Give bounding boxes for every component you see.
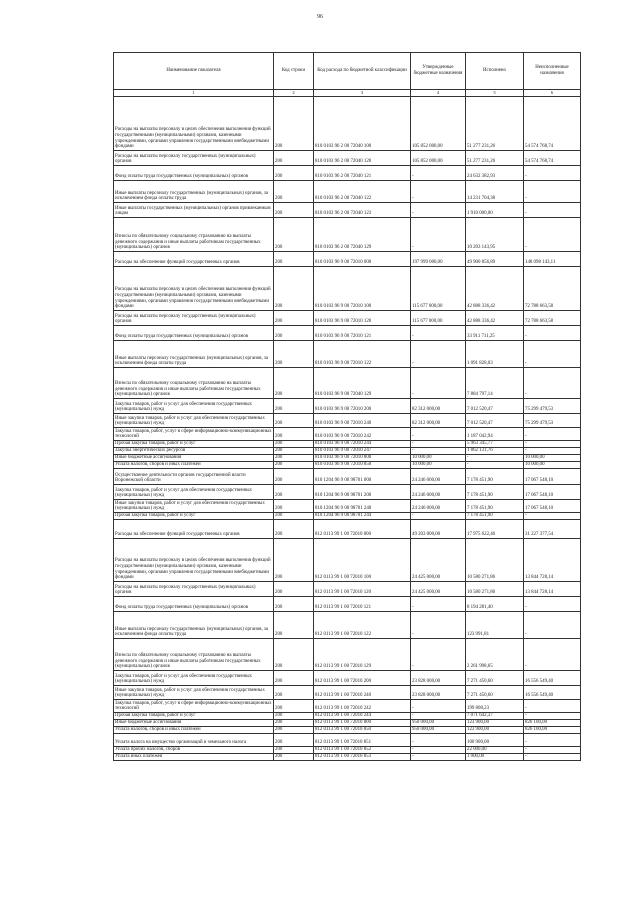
row-executed: 7 178 451,90 xyxy=(466,485,524,500)
row-unexecuted: - xyxy=(524,700,581,713)
row-name: Расходы на выплаты персоналу в целях обеспечения выполнения функций государственными (муниципальными) органами, казенными учреждениями, органами управления государственными внебюджетными фондами xyxy=(114,267,274,311)
row-approved: - xyxy=(411,341,466,368)
table-row xyxy=(114,469,581,485)
row-unexecuted: - xyxy=(524,218,581,252)
row-executed: 123 991,81 xyxy=(466,612,524,639)
table-row xyxy=(114,448,581,455)
row-name: Прочая закупка товаров, работ и услуг xyxy=(114,713,274,720)
row-executed: 100 900,00 xyxy=(466,734,524,747)
row-kbk: 810 0103 96 9 00 72010 240 xyxy=(314,414,411,428)
row-approved: 950 000,00 xyxy=(411,720,466,727)
row-kbk: 812 0113 99 1 00 72010 851 xyxy=(314,734,411,747)
table-row xyxy=(114,700,581,713)
table-row xyxy=(114,734,581,747)
row-kbk: 810 0103 96 9 00 72010 120 xyxy=(314,311,411,326)
table-row xyxy=(114,639,581,671)
row-unexecuted: 16 556 549,40 xyxy=(524,686,581,700)
row-line-code: 200 xyxy=(274,597,314,612)
table-row xyxy=(114,267,581,311)
row-line-code: 200 xyxy=(274,441,314,448)
row-kbk: 812 0113 99 1 00 72010 121 xyxy=(314,597,411,612)
row-line-code: 200 xyxy=(274,326,314,341)
page-number: 96 xyxy=(317,14,323,20)
row-line-code: 200 xyxy=(274,469,314,485)
row-executed: 1 091 828,03 xyxy=(466,341,524,368)
row-line-code: 200 xyxy=(274,368,314,399)
row-unexecuted: 17 067 548,10 xyxy=(524,500,581,513)
row-executed: 10 580 271,86 xyxy=(466,539,524,582)
row-line-code: 200 xyxy=(274,448,314,455)
row-line-code: 200 xyxy=(274,747,314,754)
row-kbk: 810 0103 96 2 00 72040 121 xyxy=(314,166,411,181)
row-executed: 123 900,00 xyxy=(466,720,524,727)
row-approved: - xyxy=(411,181,466,203)
row-kbk: 810 0103 96 2 00 72040 100 xyxy=(314,97,411,151)
row-kbk: 812 0113 99 1 00 72010 850 xyxy=(314,727,411,734)
row-unexecuted: 54 574 768,74 xyxy=(524,97,581,151)
row-line-code: 200 xyxy=(274,341,314,368)
row-name: Закупка товаров, работ и услуг для обеспечения государственных (муниципальных) нужд xyxy=(114,399,274,414)
row-executed: 7 178 451,90 xyxy=(466,469,524,485)
row-approved: - xyxy=(411,428,466,441)
table-row xyxy=(114,597,581,612)
row-name: Прочая закупка товаров, работ и услуг xyxy=(114,441,274,448)
row-unexecuted: - xyxy=(524,341,581,368)
row-executed: 7 071 642,37 xyxy=(466,713,524,720)
row-executed: 24 632 382,93 xyxy=(466,166,524,181)
table-row xyxy=(114,582,581,597)
row-kbk: 812 0113 99 1 00 72010 122 xyxy=(314,612,411,639)
row-approved: - xyxy=(411,713,466,720)
row-line-code: 200 xyxy=(274,455,314,462)
row-approved: 24 425 000,00 xyxy=(411,582,466,597)
row-unexecuted: - xyxy=(524,448,581,455)
row-line-code: 200 xyxy=(274,311,314,326)
row-unexecuted: 75 299 479,53 xyxy=(524,414,581,428)
col-number: 2 xyxy=(274,90,314,97)
table-row xyxy=(114,166,581,181)
row-line-code: 200 xyxy=(274,462,314,469)
row-name: Прочая закупка товаров, работ и услуг xyxy=(114,513,274,520)
row-line-code: 200 xyxy=(274,151,314,166)
row-approved: 23 828 000,00 xyxy=(411,671,466,686)
row-approved: 105 852 000,00 xyxy=(411,97,466,151)
row-unexecuted: - xyxy=(524,639,581,671)
row-approved: 24 246 000,00 xyxy=(411,485,466,500)
row-unexecuted: 826 100,00 xyxy=(524,727,581,734)
table-row xyxy=(114,520,581,539)
row-line-code: 200 xyxy=(274,399,314,414)
table-row xyxy=(114,399,581,414)
row-executed: 51 277 231,26 xyxy=(466,97,524,151)
row-unexecuted: - xyxy=(524,441,581,448)
row-approved: 24 425 000,00 xyxy=(411,539,466,582)
row-executed: 7 012 520,47 xyxy=(466,399,524,414)
row-executed: 7 178 451,90 xyxy=(466,513,524,520)
row-kbk: 812 0113 99 1 00 72010 240 xyxy=(314,686,411,700)
row-name: Иные выплаты персоналу государственных (муниципальных) органов, за исключением фонда оплаты труда xyxy=(114,612,274,639)
row-kbk: 810 0103 96 9 00 72010 100 xyxy=(314,267,411,311)
row-executed: 33 911 711,25 xyxy=(466,326,524,341)
col-header-unexecuted: Неисполненные назначения xyxy=(524,53,581,90)
col-header-name: Наименование показателя xyxy=(114,53,274,90)
row-kbk: 812 0113 99 1 00 72010 800 xyxy=(314,720,411,727)
row-unexecuted: 13 844 728,14 xyxy=(524,539,581,582)
table-row xyxy=(114,326,581,341)
row-executed: 7 271 450,60 xyxy=(466,686,524,700)
row-line-code: 200 xyxy=(274,500,314,513)
row-unexecuted: 148 098 143,11 xyxy=(524,252,581,267)
row-kbk: 810 1204 96 9 00 98701 240 xyxy=(314,500,411,513)
col-header-line-code: Код строки xyxy=(274,53,314,90)
row-kbk: 810 0103 96 9 00 72010 244 xyxy=(314,441,411,448)
table-row xyxy=(114,671,581,686)
table-row xyxy=(114,252,581,267)
row-kbk: 812 0113 99 1 00 72010 000 xyxy=(314,520,411,539)
row-line-code: 200 xyxy=(274,485,314,500)
row-executed: 7 178 451,90 xyxy=(466,500,524,513)
table-row xyxy=(114,414,581,428)
row-name: Осуществление деятельности органов государственной власти Воронежской области xyxy=(114,469,274,485)
table-row xyxy=(114,713,581,720)
row-executed: 49 900 856,89 xyxy=(466,252,524,267)
column-number-row xyxy=(114,90,581,97)
row-unexecuted: 54 574 768,74 xyxy=(524,151,581,166)
table-row xyxy=(114,181,581,203)
row-unexecuted: - xyxy=(524,747,581,754)
row-line-code: 200 xyxy=(274,252,314,267)
row-unexecuted: - xyxy=(524,513,581,520)
table-row xyxy=(114,727,581,734)
row-approved: 197 999 000,00 xyxy=(411,252,466,267)
row-line-code: 200 xyxy=(274,727,314,734)
row-name: Взносы по обязательному социальному страхованию на выплаты денежного содержания и иные выплаты работникам государственных (муниципальных) органов xyxy=(114,368,274,399)
row-unexecuted: - xyxy=(524,368,581,399)
row-approved: 10 000,00 xyxy=(411,455,466,462)
table-row xyxy=(114,203,581,218)
col-header-approved: Утвержденные бюджетные назначения xyxy=(411,53,466,90)
row-line-code: 200 xyxy=(274,754,314,761)
row-unexecuted: 17 067 548,10 xyxy=(524,469,581,485)
row-name: Иные закупки товаров, работ и услуг для обеспечения государственных (муниципальных) нужд xyxy=(114,686,274,700)
row-name: Закупка энергетических ресурсов xyxy=(114,448,274,455)
row-executed: 7 271 450,60 xyxy=(466,671,524,686)
table-row xyxy=(114,500,581,513)
table-row xyxy=(114,539,581,582)
row-kbk: 810 0103 96 9 00 72010 242 xyxy=(314,428,411,441)
row-unexecuted: - xyxy=(524,428,581,441)
row-executed: 5 963 345,77 xyxy=(466,441,524,448)
row-kbk: 810 0103 96 9 00 72040 129 xyxy=(314,368,411,399)
table-row xyxy=(114,218,581,252)
row-kbk: 810 0103 96 9 00 72010 200 xyxy=(314,399,411,414)
row-approved: 24 246 000,00 xyxy=(411,469,466,485)
row-name: Иные выплаты персоналу государственных (муниципальных) органов, за исключением фонда оплаты труда xyxy=(114,181,274,203)
row-kbk: 810 0103 96 2 00 72040 122 xyxy=(314,181,411,203)
row-approved: - xyxy=(411,441,466,448)
row-approved: 950 000,00 xyxy=(411,727,466,734)
table-row xyxy=(114,441,581,448)
row-executed: 2 261 998,65 xyxy=(466,639,524,671)
row-name: Расходы на обеспечение функций государственных органов xyxy=(114,520,274,539)
row-line-code: 200 xyxy=(274,734,314,747)
row-executed: 42 888 336,42 xyxy=(466,311,524,326)
row-approved: - xyxy=(411,513,466,520)
row-executed: 1 862 131,76 xyxy=(466,448,524,455)
table-row xyxy=(114,311,581,326)
table-row xyxy=(114,513,581,520)
col-number: 3 xyxy=(314,90,411,97)
row-unexecuted: 72 788 663,58 xyxy=(524,311,581,326)
row-approved: - xyxy=(411,734,466,747)
row-line-code: 200 xyxy=(274,203,314,218)
table-row xyxy=(114,341,581,368)
row-unexecuted: 826 100,00 xyxy=(524,720,581,727)
row-line-code: 200 xyxy=(274,720,314,727)
row-approved: - xyxy=(411,218,466,252)
row-line-code: 200 xyxy=(274,520,314,539)
row-unexecuted: 13 844 728,14 xyxy=(524,582,581,597)
row-name: Закупка товаров, работ и услуг для обеспечения государственных (муниципальных) нужд xyxy=(114,671,274,686)
row-line-code: 200 xyxy=(274,181,314,203)
row-approved: 23 828 000,00 xyxy=(411,686,466,700)
row-name: Иные выплаты государственных (муниципальных) органов привлекаемым лицам xyxy=(114,203,274,218)
table-body xyxy=(114,97,581,761)
row-line-code: 200 xyxy=(274,97,314,151)
table-row xyxy=(114,754,581,761)
row-executed: 17 975 622,46 xyxy=(466,520,524,539)
row-name: Иные бюджетные ассигнования xyxy=(114,455,274,462)
row-executed: 42 888 336,42 xyxy=(466,267,524,311)
row-approved: - xyxy=(411,612,466,639)
row-line-code: 200 xyxy=(274,582,314,597)
row-name: Уплата прочих налогов, сборов xyxy=(114,747,274,754)
row-name: Иные закупки товаров, работ и услуг для обеспечения государственных (муниципальных) нужд xyxy=(114,414,274,428)
row-unexecuted: - xyxy=(524,203,581,218)
table-row xyxy=(114,462,581,469)
row-name: Расходы на выплаты персоналу государственных (муниципальных) органов xyxy=(114,582,274,597)
row-unexecuted: - xyxy=(524,166,581,181)
row-kbk: 810 1204 96 9 00 98701 200 xyxy=(314,485,411,500)
budget-execution-table xyxy=(113,52,581,761)
row-kbk: 812 0113 99 1 00 72010 242 xyxy=(314,700,411,713)
row-approved: - xyxy=(411,368,466,399)
row-kbk: 812 0113 99 1 00 72010 200 xyxy=(314,671,411,686)
row-executed: 1 187 042,94 xyxy=(466,428,524,441)
row-unexecuted: - xyxy=(524,612,581,639)
row-name: Уплата налога на имущество организаций и земельного налога xyxy=(114,734,274,747)
row-name: Фонд оплаты труда государственных (муниципальных) органов xyxy=(114,597,274,612)
row-approved: - xyxy=(411,700,466,713)
row-line-code: 200 xyxy=(274,218,314,252)
row-kbk: 810 0103 96 9 00 72010 247 xyxy=(314,448,411,455)
row-line-code: 200 xyxy=(274,700,314,713)
row-executed: 51 277 231,26 xyxy=(466,151,524,166)
row-name: Уплата иных платежей xyxy=(114,754,274,761)
row-unexecuted: 10 000,00 xyxy=(524,462,581,469)
row-name: Расходы на выплаты персоналу в целях обеспечения выполнения функций государственными (муниципальными) органами, казенными учреждениями, органами управления государственными внебюджетными фондами xyxy=(114,539,274,582)
row-approved: - xyxy=(411,754,466,761)
row-kbk: 810 0103 96 2 00 72040 120 xyxy=(314,151,411,166)
row-name: Расходы на выплаты персоналу государственных (муниципальных) органов xyxy=(114,151,274,166)
row-name: Взносы по обязательному социальному страхованию на выплаты денежного содержания и иные выплаты работникам государственных (муниципальных) органов xyxy=(114,639,274,671)
row-unexecuted: 31 227 377,54 xyxy=(524,520,581,539)
col-number: 5 xyxy=(466,90,524,97)
row-unexecuted: - xyxy=(524,713,581,720)
row-executed: 14 231 704,38 xyxy=(466,181,524,203)
table-row xyxy=(114,720,581,727)
row-line-code: 200 xyxy=(274,166,314,181)
row-approved: 82 312 000,00 xyxy=(411,399,466,414)
row-name: Иные закупки товаров, работ и услуг для обеспечения государственных (муниципальных) нужд xyxy=(114,500,274,513)
row-name: Уплата налогов, сборов и иных платежей xyxy=(114,727,274,734)
row-line-code: 200 xyxy=(274,612,314,639)
row-kbk: 810 0103 96 9 00 72010 121 xyxy=(314,326,411,341)
row-name: Фонд оплаты труда государственных (муниципальных) органов xyxy=(114,166,274,181)
row-kbk: 810 0103 96 2 00 72040 129 xyxy=(314,218,411,252)
table-row xyxy=(114,368,581,399)
row-executed: 8 194 281,40 xyxy=(466,597,524,612)
row-approved: 105 852 000,00 xyxy=(411,151,466,166)
col-number: 6 xyxy=(524,90,581,97)
row-kbk: 810 1204 96 9 00 98701 244 xyxy=(314,513,411,520)
row-name: Закупка товаров, работ и услуг для обеспечения государственных (муниципальных) нужд xyxy=(114,485,274,500)
row-name: Расходы на выплаты персоналу в целях обеспечения выполнения функций государственными (муниципальными) органами, казенными учреждениями, органами управления государственными внебюджетными фондами xyxy=(114,97,274,151)
table-row xyxy=(114,747,581,754)
table-row xyxy=(114,97,581,151)
row-line-code: 200 xyxy=(274,671,314,686)
row-executed: 22 000,00 xyxy=(466,747,524,754)
row-line-code: 200 xyxy=(274,428,314,441)
row-executed: 199 808,23 xyxy=(466,700,524,713)
row-executed: 123 900,00 xyxy=(466,727,524,734)
col-number: 4 xyxy=(411,90,466,97)
row-unexecuted: - xyxy=(524,181,581,203)
row-approved: 24 246 000,00 xyxy=(411,500,466,513)
row-approved: - xyxy=(411,597,466,612)
row-name: Уплата налогов, сборов и иных платежей xyxy=(114,462,274,469)
row-executed: 1 000,00 xyxy=(466,754,524,761)
row-approved: - xyxy=(411,166,466,181)
row-kbk: 810 0103 96 9 00 72010 122 xyxy=(314,341,411,368)
row-approved: - xyxy=(411,747,466,754)
row-unexecuted: - xyxy=(524,326,581,341)
row-kbk: 812 0113 99 1 00 72010 852 xyxy=(314,747,411,754)
row-kbk: 812 0113 99 1 00 72010 100 xyxy=(314,539,411,582)
row-unexecuted: 10 000,00 xyxy=(524,455,581,462)
row-line-code: 200 xyxy=(274,686,314,700)
row-executed: 1 910 000,00 xyxy=(466,203,524,218)
row-kbk: 810 0103 96 9 00 72010 800 xyxy=(314,455,411,462)
row-unexecuted: 72 788 663,58 xyxy=(524,267,581,311)
row-line-code: 200 xyxy=(274,513,314,520)
row-unexecuted: 16 556 549,40 xyxy=(524,671,581,686)
row-unexecuted: - xyxy=(524,754,581,761)
col-header-kbk: Код расхода по бюджетной классификации xyxy=(314,53,411,90)
row-name: Расходы на обеспечение функций государственных органов xyxy=(114,252,274,267)
row-executed: - xyxy=(466,462,524,469)
row-approved: - xyxy=(411,448,466,455)
table-row xyxy=(114,455,581,462)
row-kbk: 812 0113 99 1 00 72010 129 xyxy=(314,639,411,671)
row-kbk: 812 0113 99 1 00 72010 853 xyxy=(314,754,411,761)
row-approved: 115 677 000,00 xyxy=(411,311,466,326)
table-row xyxy=(114,428,581,441)
row-kbk: 810 0103 96 9 00 72010 850 xyxy=(314,462,411,469)
row-line-code: 200 xyxy=(274,639,314,671)
row-name: Иные бюджетные ассигнования xyxy=(114,720,274,727)
row-kbk: 810 0103 96 2 00 72040 123 xyxy=(314,203,411,218)
row-unexecuted: - xyxy=(524,597,581,612)
row-kbk: 810 0103 96 9 00 72010 000 xyxy=(314,252,411,267)
row-name: Расходы на выплаты персоналу государственных (муниципальных) органов xyxy=(114,311,274,326)
row-approved: - xyxy=(411,326,466,341)
row-executed: 7 884 797,14 xyxy=(466,368,524,399)
row-name: Фонд оплаты труда государственных (муниципальных) органов xyxy=(114,326,274,341)
row-executed: 7 012 520,47 xyxy=(466,414,524,428)
col-header-executed: Исполнено xyxy=(466,53,524,90)
row-approved: - xyxy=(411,639,466,671)
header-row xyxy=(114,53,581,90)
row-kbk: 812 0113 99 1 00 72010 120 xyxy=(314,582,411,597)
table-row xyxy=(114,686,581,700)
row-name: Взносы по обязательному социальному страхованию на выплаты денежного содержания и иные выплаты работникам государственных (муниципальных) органов xyxy=(114,218,274,252)
row-kbk: 812 0113 99 1 00 72010 244 xyxy=(314,713,411,720)
row-executed: 10 580 271,86 xyxy=(466,582,524,597)
row-executed: 10 203 143,95 xyxy=(466,218,524,252)
row-name: Закупка товаров, работ, услуг в сфере информационно-коммуникационных технологий xyxy=(115,428,272,440)
row-name: Закупка товаров, работ, услуг в сфере информационно-коммуникационных технологий xyxy=(115,700,272,712)
row-line-code: 200 xyxy=(274,267,314,311)
row-approved: - xyxy=(411,203,466,218)
row-line-code: 200 xyxy=(274,713,314,720)
table-row xyxy=(114,151,581,166)
table-row xyxy=(114,485,581,500)
row-approved: 49 203 000,00 xyxy=(411,520,466,539)
row-unexecuted: - xyxy=(524,734,581,747)
row-approved: 82 312 000,00 xyxy=(411,414,466,428)
row-name: Иные выплаты персоналу государственных (муниципальных) органов, за исключением фонда оплаты труда xyxy=(114,341,274,368)
row-approved: 115 677 000,00 xyxy=(411,267,466,311)
col-number: 1 xyxy=(114,90,274,97)
row-unexecuted: 75 299 479,53 xyxy=(524,399,581,414)
row-kbk: 810 1204 96 9 00 98701 000 xyxy=(314,469,411,485)
row-unexecuted: 17 067 548,10 xyxy=(524,485,581,500)
row-line-code: 200 xyxy=(274,414,314,428)
row-approved: 10 000,00 xyxy=(411,462,466,469)
table-row xyxy=(114,612,581,639)
row-line-code: 200 xyxy=(274,539,314,582)
row-executed: - xyxy=(466,455,524,462)
